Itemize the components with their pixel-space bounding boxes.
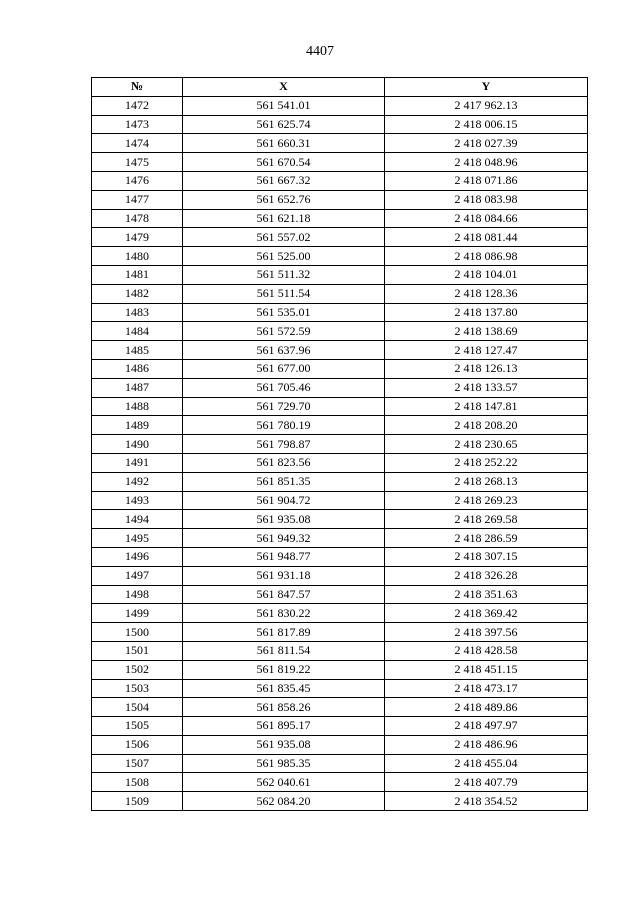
cell-number: 1473 — [92, 115, 183, 134]
cell-y: 2 418 351.63 — [385, 585, 588, 604]
cell-x: 561 895.17 — [183, 717, 385, 736]
cell-y: 2 418 286.59 — [385, 529, 588, 548]
cell-number: 1487 — [92, 378, 183, 397]
cell-y: 2 418 138.69 — [385, 322, 588, 341]
cell-y: 2 418 407.79 — [385, 773, 588, 792]
cell-x: 561 729.70 — [183, 397, 385, 416]
cell-number: 1478 — [92, 209, 183, 228]
cell-y: 2 418 133.57 — [385, 378, 588, 397]
cell-x: 561 660.31 — [183, 134, 385, 153]
cell-y: 2 418 252.22 — [385, 453, 588, 472]
cell-number: 1493 — [92, 491, 183, 510]
table-row — [92, 284, 588, 303]
cell-number: 1503 — [92, 679, 183, 698]
cell-number: 1497 — [92, 566, 183, 585]
cell-number: 1506 — [92, 735, 183, 754]
table-row — [92, 641, 588, 660]
cell-number: 1490 — [92, 435, 183, 454]
cell-y: 2 418 083.98 — [385, 190, 588, 209]
cell-x: 561 948.77 — [183, 547, 385, 566]
table-row — [92, 416, 588, 435]
cell-y: 2 418 451.15 — [385, 660, 588, 679]
table-body — [92, 96, 588, 810]
cell-x: 561 541.01 — [183, 96, 385, 115]
cell-x: 561 780.19 — [183, 416, 385, 435]
cell-x: 561 572.59 — [183, 322, 385, 341]
cell-x: 561 511.54 — [183, 284, 385, 303]
cell-y: 2 418 428.58 — [385, 641, 588, 660]
cell-y: 2 418 104.01 — [385, 265, 588, 284]
cell-x: 561 557.02 — [183, 228, 385, 247]
table-row — [92, 717, 588, 736]
cell-y: 2 418 127.47 — [385, 341, 588, 360]
cell-number: 1475 — [92, 153, 183, 172]
cell-x: 561 637.96 — [183, 341, 385, 360]
cell-number: 1476 — [92, 171, 183, 190]
table-row — [92, 359, 588, 378]
table-row — [92, 472, 588, 491]
cell-number: 1504 — [92, 698, 183, 717]
cell-y: 2 418 269.23 — [385, 491, 588, 510]
cell-number: 1480 — [92, 247, 183, 266]
table-row — [92, 96, 588, 115]
cell-y: 2 418 486.96 — [385, 735, 588, 754]
cell-x: 561 858.26 — [183, 698, 385, 717]
cell-number: 1492 — [92, 472, 183, 491]
cell-y: 2 418 326.28 — [385, 566, 588, 585]
cell-y: 2 418 307.15 — [385, 547, 588, 566]
cell-y: 2 418 369.42 — [385, 604, 588, 623]
cell-y: 2 418 269.58 — [385, 510, 588, 529]
header-row — [92, 78, 588, 97]
table-header — [92, 78, 588, 97]
cell-x: 561 830.22 — [183, 604, 385, 623]
cell-y: 2 418 048.96 — [385, 153, 588, 172]
header-x: X — [183, 78, 385, 97]
cell-number: 1501 — [92, 641, 183, 660]
table-row — [92, 510, 588, 529]
table-row — [92, 735, 588, 754]
cell-y: 2 418 027.39 — [385, 134, 588, 153]
cell-x: 561 677.00 — [183, 359, 385, 378]
cell-x: 562 040.61 — [183, 773, 385, 792]
cell-y: 2 418 086.98 — [385, 247, 588, 266]
table-row — [92, 171, 588, 190]
cell-x: 561 931.18 — [183, 566, 385, 585]
table-row — [92, 341, 588, 360]
cell-number: 1486 — [92, 359, 183, 378]
cell-number: 1484 — [92, 322, 183, 341]
cell-number: 1494 — [92, 510, 183, 529]
table-row — [92, 190, 588, 209]
cell-x: 561 652.76 — [183, 190, 385, 209]
cell-x: 561 823.56 — [183, 453, 385, 472]
cell-number: 1498 — [92, 585, 183, 604]
table-row — [92, 378, 588, 397]
cell-y: 2 418 128.36 — [385, 284, 588, 303]
cell-number: 1479 — [92, 228, 183, 247]
table-row — [92, 547, 588, 566]
cell-x: 561 949.32 — [183, 529, 385, 548]
cell-x: 561 705.46 — [183, 378, 385, 397]
cell-x: 561 851.35 — [183, 472, 385, 491]
cell-number: 1491 — [92, 453, 183, 472]
cell-number: 1507 — [92, 754, 183, 773]
cell-y: 2 418 268.13 — [385, 472, 588, 491]
cell-y: 2 418 455.04 — [385, 754, 588, 773]
cell-x: 561 904.72 — [183, 491, 385, 510]
cell-number: 1509 — [92, 792, 183, 811]
table-row — [92, 247, 588, 266]
cell-y: 2 418 084.66 — [385, 209, 588, 228]
cell-number: 1477 — [92, 190, 183, 209]
cell-x: 561 935.08 — [183, 510, 385, 529]
cell-number: 1505 — [92, 717, 183, 736]
table-row — [92, 153, 588, 172]
table-row — [92, 303, 588, 322]
table-row — [92, 453, 588, 472]
cell-y: 2 418 208.20 — [385, 416, 588, 435]
cell-number: 1508 — [92, 773, 183, 792]
table-row — [92, 792, 588, 811]
table-row — [92, 566, 588, 585]
cell-x: 561 525.00 — [183, 247, 385, 266]
cell-y: 2 418 230.65 — [385, 435, 588, 454]
cell-y: 2 418 489.86 — [385, 698, 588, 717]
cell-x: 561 935.08 — [183, 735, 385, 754]
table-row — [92, 265, 588, 284]
cell-x: 561 511.32 — [183, 265, 385, 284]
table-row — [92, 134, 588, 153]
cell-x: 561 625.74 — [183, 115, 385, 134]
table-row — [92, 660, 588, 679]
page-number: 4407 — [306, 44, 334, 59]
cell-number: 1500 — [92, 623, 183, 642]
cell-y: 2 418 147.81 — [385, 397, 588, 416]
table-row — [92, 604, 588, 623]
header-y: Y — [385, 78, 588, 97]
table-row — [92, 623, 588, 642]
table-row — [92, 679, 588, 698]
cell-y: 2 418 081.44 — [385, 228, 588, 247]
cell-x: 562 084.20 — [183, 792, 385, 811]
table-row — [92, 698, 588, 717]
table-row — [92, 585, 588, 604]
table-row — [92, 435, 588, 454]
cell-y: 2 418 137.80 — [385, 303, 588, 322]
cell-x: 561 670.54 — [183, 153, 385, 172]
cell-number: 1489 — [92, 416, 183, 435]
table-row — [92, 228, 588, 247]
cell-y: 2 418 497.97 — [385, 717, 588, 736]
table-row — [92, 209, 588, 228]
cell-x: 561 835.45 — [183, 679, 385, 698]
cell-number: 1485 — [92, 341, 183, 360]
cell-y: 2 418 354.52 — [385, 792, 588, 811]
cell-number: 1499 — [92, 604, 183, 623]
cell-x: 561 621.18 — [183, 209, 385, 228]
table-row — [92, 529, 588, 548]
cell-number: 1495 — [92, 529, 183, 548]
table-row — [92, 754, 588, 773]
cell-number: 1474 — [92, 134, 183, 153]
cell-number: 1502 — [92, 660, 183, 679]
cell-y: 2 418 473.17 — [385, 679, 588, 698]
cell-number: 1472 — [92, 96, 183, 115]
header-number: № — [92, 78, 183, 97]
cell-y: 2 418 397.56 — [385, 623, 588, 642]
table-row — [92, 491, 588, 510]
cell-y: 2 418 006.15 — [385, 115, 588, 134]
cell-y: 2 418 126.13 — [385, 359, 588, 378]
cell-y: 2 417 962.13 — [385, 96, 588, 115]
cell-x: 561 798.87 — [183, 435, 385, 454]
cell-y: 2 418 071.86 — [385, 171, 588, 190]
cell-number: 1483 — [92, 303, 183, 322]
cell-x: 561 819.22 — [183, 660, 385, 679]
cell-number: 1496 — [92, 547, 183, 566]
cell-x: 561 985.35 — [183, 754, 385, 773]
cell-x: 561 847.57 — [183, 585, 385, 604]
table-row — [92, 397, 588, 416]
cell-x: 561 667.32 — [183, 171, 385, 190]
cell-x: 561 817.89 — [183, 623, 385, 642]
cell-number: 1481 — [92, 265, 183, 284]
table-row — [92, 115, 588, 134]
table-row — [92, 322, 588, 341]
table-row — [92, 773, 588, 792]
cell-x: 561 535.01 — [183, 303, 385, 322]
coordinates-table — [91, 77, 588, 811]
cell-x: 561 811.54 — [183, 641, 385, 660]
cell-number: 1482 — [92, 284, 183, 303]
cell-number: 1488 — [92, 397, 183, 416]
